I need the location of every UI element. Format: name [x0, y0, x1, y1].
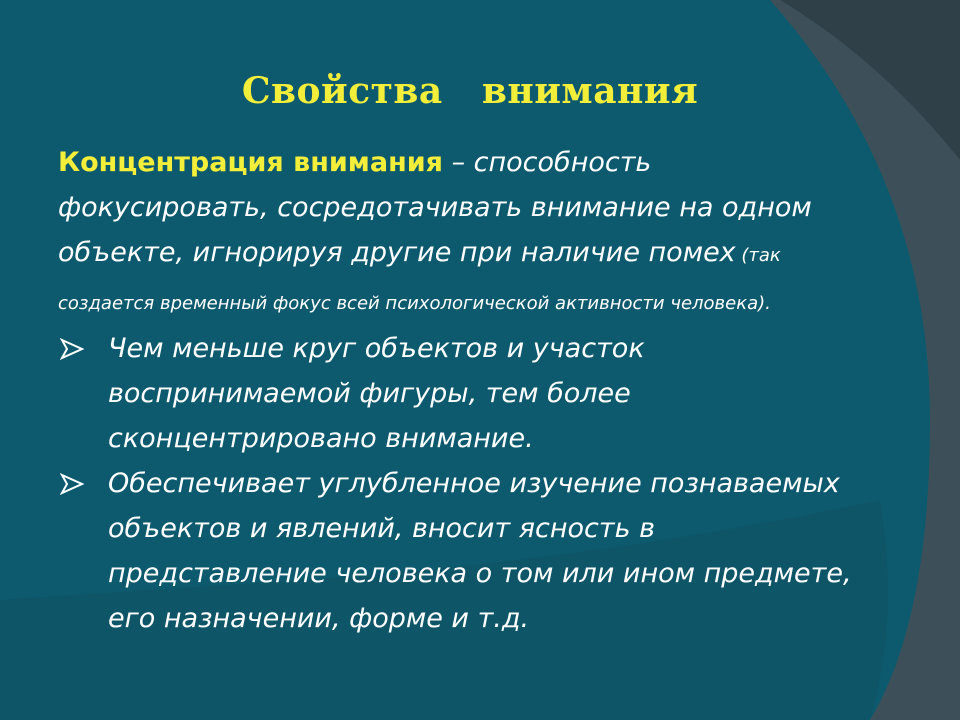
- bullet-item: [58, 326, 858, 461]
- arrowhead-bullet-icon: [60, 473, 84, 495]
- definition-dash: –: [442, 147, 474, 178]
- definition-paragraph: [58, 140, 858, 326]
- slide-title: Свойства внимания: [241, 70, 699, 112]
- definition-term: Концентрация внимания: [58, 147, 443, 178]
- arrowhead-bullet-icon: [60, 338, 84, 360]
- slide-content: [58, 140, 858, 641]
- bullet-text: Чем меньше круг объектов и участок воспринимаемой фигуры, тем более сконцентрировано внимание.: [108, 333, 645, 454]
- bullet-list: [58, 326, 858, 641]
- definition-text: способность фокусировать, сосредотачивать внимание на одном объекте, игнорируя другие при наличие помех: [58, 147, 812, 268]
- definition-note: (так создается временный фокус всей психологической активности человека).: [58, 245, 781, 314]
- bullet-item: [58, 461, 858, 641]
- bullet-text: Обеспечивает углубленное изучение познаваемых объектов и явлений, вносит ясность в представление человека о том или ином предмете, его назначении, форме и т.д.: [108, 468, 852, 634]
